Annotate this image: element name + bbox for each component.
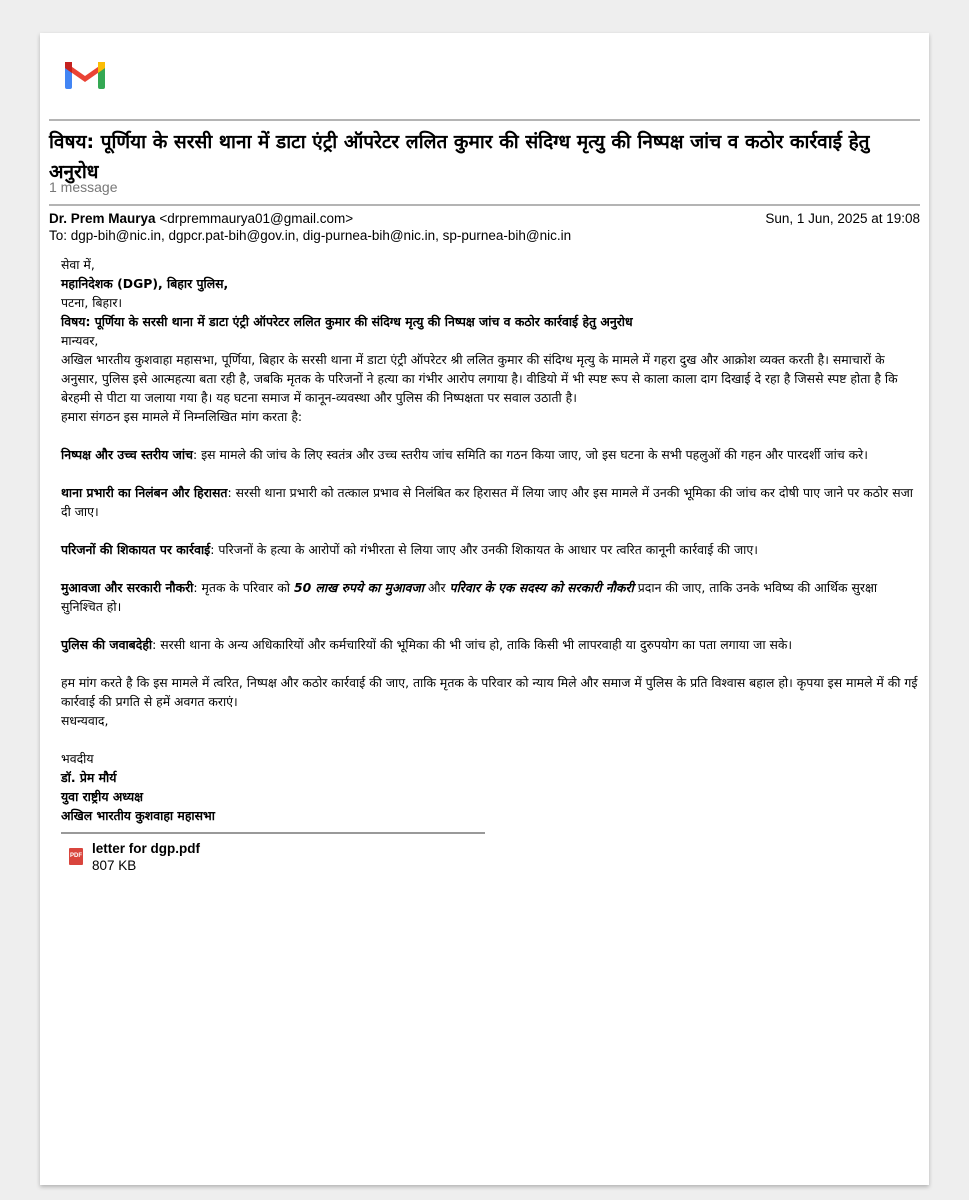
recipient: महानिदेशक (DGP), बिहार पुलिस,	[61, 276, 229, 291]
recipients-line: To: dgp-bih@nic.in, dgpcr.pat-bih@gov.in, dig-purnea-bih@nic.in, sp-purnea-bih@nic.in	[49, 228, 572, 243]
header-divider	[49, 119, 920, 121]
attachment-divider	[61, 832, 485, 834]
demand-3-text: : परिजनों के हत्या के आरोपों को गंभीरता से लिया जाए और उनकी शिकायत के आधार पर त्वरित कानूनी कार्रवाई की जाए।	[210, 542, 758, 557]
demand-2-text: : सरसी थाना प्रभारी को तत्काल प्रभाव से निलंबित कर हिरासत में लिया जाए और इस मामले में उनकी भूमिका की जांच कर दोषी पाए जाने पर कठोर सजा दी जाए।	[61, 485, 913, 519]
letter-body	[61, 255, 919, 825]
demand-3	[61, 540, 919, 559]
demand-3-title: परिजनों की शिकायत पर कार्रवाई	[61, 542, 211, 557]
thanks: सधन्यवाद,	[61, 713, 109, 728]
greeting: मान्यवर,	[61, 333, 99, 348]
demand-4-emphasis-2: परिवार के एक सदस्य को सरकारी नौकरी	[449, 580, 634, 595]
demand-4-text-c: प्रदान की जाए, ताकि उनके भविष्य की आर्थिक सुरक्षा सुनिश्चित हो।	[61, 580, 878, 614]
closing-paragraph: हम मांग करते है कि इस मामले में त्वरित, निष्पक्ष और कठोर कार्रवाई की जाए, ताकि मृतक के परिवार को न्याय मिले और समाज में पुलिस के प्रति विश्वास बहाल हो। कृपया इस मामले में की गई कार्रवाई की प्रगति से हमें अवगत कराएं।	[61, 675, 918, 709]
signature-title: युवा राष्ट्रीय अध्यक्ष	[61, 789, 144, 804]
demand-1-text: : इस मामले की जांच के लिए स्वतंत्र और उच्च स्तरीय जांच समिति का गठन किया जाए, जो इस घटना के सभी पहलुओं की गहन और पारदर्शी जांच करे।	[192, 447, 868, 462]
demand-2-title: थाना प्रभारी का निलंबन और हिरासत	[61, 485, 228, 500]
signature-name: डॉ. प्रेम मौर्य	[61, 770, 117, 785]
demand-4-text-a: : मृतक के परिवार को	[193, 580, 294, 595]
demand-4	[61, 578, 919, 616]
sender-name: Dr. Prem Maurya	[49, 211, 156, 226]
sent-date: Sun, 1 Jun, 2025 at 19:08	[765, 211, 920, 226]
demand-2	[61, 483, 919, 521]
demand-intro: हमारा संगठन इस मामले में निम्नलिखित मांग करता है:	[61, 409, 303, 424]
attachment-name[interactable]: letter for dgp.pdf	[92, 841, 200, 856]
demand-4-title: मुआवजा और सरकारी नौकरी	[61, 580, 194, 595]
demand-1	[61, 445, 919, 464]
pdf-file-icon: PDF	[69, 848, 83, 865]
signature-org: अखिल भारतीय कुशवाहा महासभा	[61, 808, 215, 823]
recipient-place: पटना, बिहार।	[61, 295, 123, 310]
demand-4-emphasis-1: 50 लाख रुपये का मुआवजा	[293, 580, 424, 595]
sender-email: <drpremmaurya01@gmail.com>	[159, 211, 354, 226]
demand-1-title: निष्पक्ष और उच्च स्तरीय जांच	[61, 447, 193, 462]
email-print-page	[40, 33, 929, 1185]
attachment-size: 807 KB	[92, 858, 137, 873]
gmail-logo-icon	[55, 50, 115, 98]
yours: भवदीय	[61, 751, 94, 766]
letter-subject: विषय: पूर्णिया के सरसी थाना में डाटा एंट्री ऑपरेटर ललित कुमार की संदिग्ध मृत्यु की निष्पक्ष जांच व कठोर कार्रवाई हेतु अनुरोध	[61, 314, 633, 329]
demand-5-title: पुलिस की जवाबदेही	[61, 637, 153, 652]
email-subject: विषय: पूर्णिया के सरसी थाना में डाटा एंट्री ऑपरेटर ललित कुमार की संदिग्ध मृत्यु की निष्पक्ष जांच व कठोर कार्रवाई हेतु अनुरोध	[49, 131, 870, 183]
demand-4-text-b: और	[423, 580, 450, 595]
salutation-to: सेवा में,	[61, 257, 95, 272]
demand-5-text: : सरसी थाना के अन्य अधिकारियों और कर्मचारियों की भूमिका की भी जांच हो, ताकि किसी भी लापरवाही या दुरुपयोग का पता लगाया जा सके।	[152, 637, 793, 652]
sender-line	[49, 211, 353, 226]
demand-5	[61, 635, 919, 654]
subject-divider	[49, 204, 920, 206]
message-count: 1 message	[49, 179, 118, 195]
intro-paragraph: अखिल भारतीय कुशवाहा महासभा, पूर्णिया, बिहार के सरसी थाना में डाटा एंट्री ऑपरेटर श्री ललित कुमार की संदिग्ध मृत्यु के मामले में गहरा दुख और आक्रोश व्यक्त करती है। समाचारों के अनुसार, पुलिस इसे आत्महत्या बता रही है, जबकि मृतक के परिजनों ने हत्या का गंभीर आरोप लगाया है। वीडियो में भी स्पष्ट रूप से काला काला दाग दिखाई दे रहा है जिससे स्पष्ट होता है कि बेरहमी से पीटा या जलाया गया है। यह घटना समाज में कानून-व्यवस्था और पुलिस की निष्पक्षता पर सवाल उठाती है।	[61, 352, 898, 405]
